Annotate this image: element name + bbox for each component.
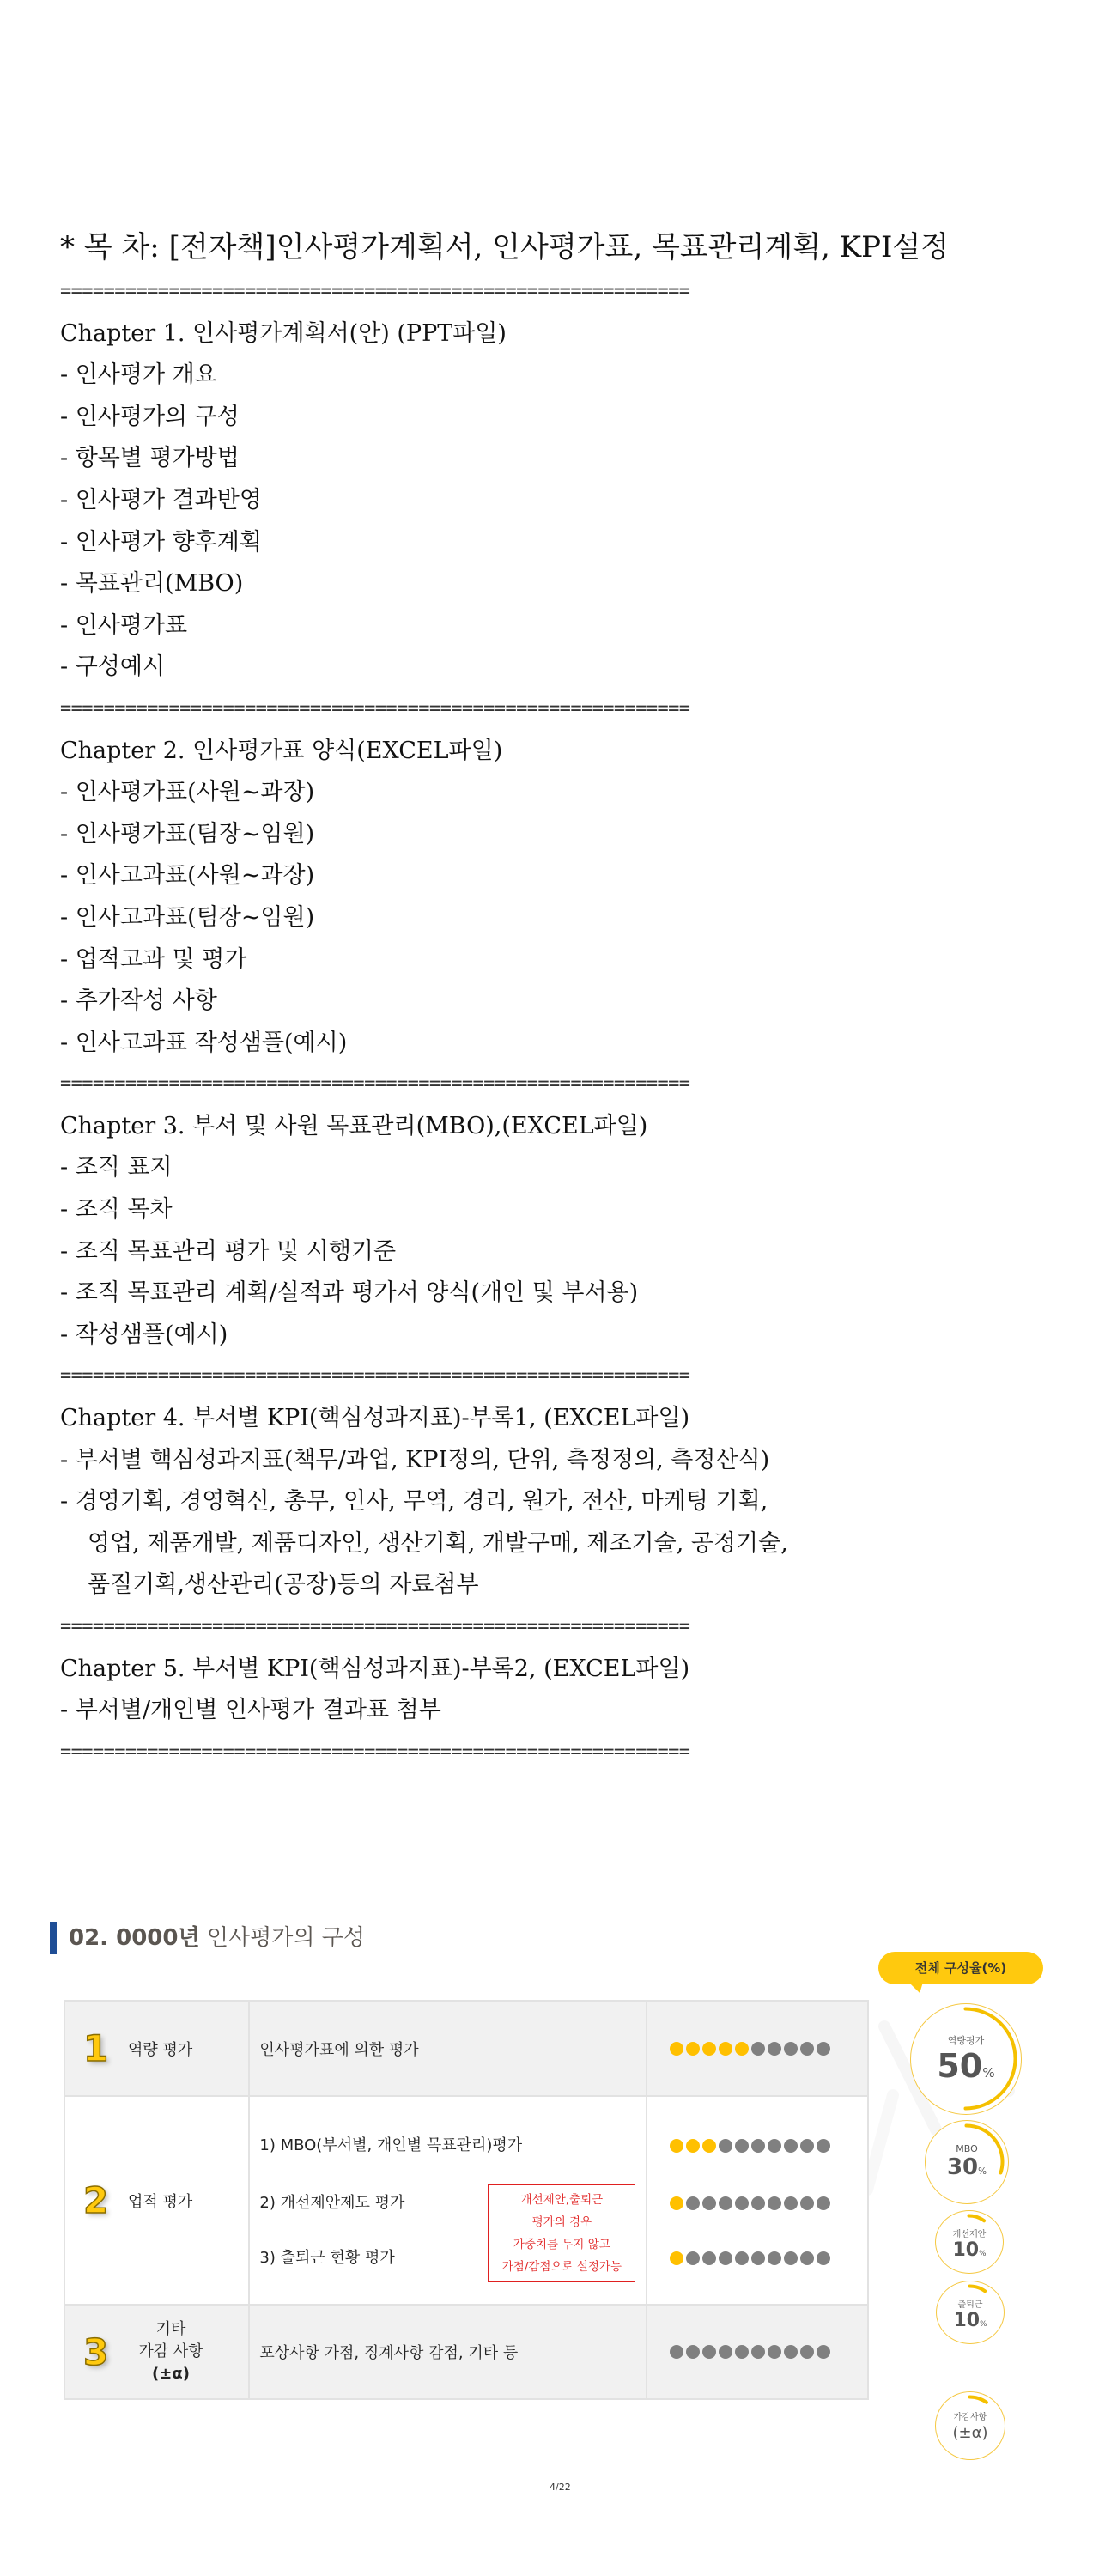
category-label: [128, 2318, 214, 2385]
category-label: 역량 평가: [128, 2040, 193, 2059]
category-line: 기타: [155, 2320, 186, 2338]
ring-label: 가감사항: [953, 2413, 987, 2422]
chapter-5: [60, 1649, 1073, 1732]
list-item: - 추가작성 사항: [60, 987, 217, 1015]
dot-empty: [702, 2345, 716, 2359]
dot-empty: [702, 2251, 716, 2265]
number-badge-3: 3: [83, 2330, 109, 2373]
list-item: - 인사평가표(사원~과장): [60, 779, 315, 806]
dot-empty: [784, 2196, 798, 2210]
chapter-2: [60, 731, 1073, 1065]
chapter-heading: Chapter 2. 인사평가표 양식(EXCEL파일): [60, 737, 503, 764]
dot-filled: [719, 2042, 732, 2056]
list-item: - 인사평가 개요: [60, 361, 217, 389]
dot-empty: [686, 2196, 700, 2210]
dot-empty: [670, 2345, 683, 2359]
weight-dots-cell: [647, 2001, 868, 2096]
ring-label: 역량평가: [947, 2035, 985, 2046]
dot-empty: [817, 2251, 830, 2265]
dot-empty: [817, 2042, 830, 2056]
weight-dots: [648, 2139, 830, 2153]
table-row: [64, 2001, 868, 2096]
list-item: - 조직 표지: [60, 1154, 173, 1182]
dot-empty: [751, 2139, 765, 2153]
list-item: - 경영기획, 경영혁신, 총무, 인사, 무역, 경리, 원가, 전산, 마케팅 기획,: [60, 1488, 768, 1516]
list-item: - 인사평가의 구성: [60, 403, 240, 430]
weight-dots: [648, 2042, 866, 2056]
chapter-heading: Chapter 3. 부서 및 사원 목표관리(MBO),(EXCEL파일): [60, 1112, 648, 1139]
list-item-continuation: 영업, 제품개발, 제품디자인, 생산기획, 개발구매, 제조기술, 공정기술,: [88, 1529, 788, 1557]
list-item-continuation: 품질기획,생산관리(공장)등의 자료첨부: [88, 1571, 479, 1599]
description-cell: [249, 2001, 647, 2096]
dot-empty: [817, 2196, 830, 2210]
ring-label: 출퇴근: [957, 2300, 983, 2310]
separator: ==========================================================: [60, 281, 690, 302]
dot-empty: [686, 2345, 700, 2359]
dot-empty: [719, 2196, 732, 2210]
weight-dots-cell: [647, 2096, 868, 2305]
dot-empty: [735, 2251, 749, 2265]
separator: ==========================================================: [60, 1616, 690, 1637]
chapter-1: [60, 313, 1073, 689]
list-item: - 항목별 평가방법: [60, 445, 240, 472]
dot-empty: [800, 2196, 814, 2210]
ring-mbo: [925, 2120, 1009, 2204]
dot-empty: [817, 2139, 830, 2153]
list-item: - 인사평가 결과반영: [60, 486, 262, 513]
dot-empty: [735, 2139, 749, 2153]
category-cell: [64, 2001, 249, 2096]
ring-value: 10%: [952, 2239, 987, 2261]
dot-empty: [800, 2251, 814, 2265]
ring-attendance: [936, 2281, 1005, 2344]
ring-value: 30%: [946, 2154, 987, 2180]
category-line: (±α): [152, 2365, 190, 2383]
dot-empty: [768, 2042, 781, 2056]
list-item: - 업적고과 및 평가: [60, 945, 247, 973]
description: 인사평가표에 의한 평가: [259, 2040, 419, 2059]
table-row: [64, 2096, 868, 2305]
dot-empty: [768, 2345, 781, 2359]
dot-empty: [768, 2251, 781, 2265]
composition-rate-bubble: 전체 구성율(%): [878, 1952, 1043, 1984]
chapter-4: [60, 1398, 1073, 1607]
description-item: 3) 출퇴근 현황 평가: [259, 2248, 395, 2267]
dot-empty: [784, 2139, 798, 2153]
note-line: 개선제안,출퇴근: [520, 2192, 604, 2207]
number-badge-1: 1: [83, 2027, 109, 2069]
ring-label: MBO: [956, 2143, 978, 2154]
dot-empty: [817, 2345, 830, 2359]
weight-dots: [648, 2251, 830, 2265]
list-item: - 목표관리(MBO): [60, 570, 244, 598]
category-line: 가감 사항: [138, 2342, 203, 2360]
list-item: - 인사평가표(팀장~임원): [60, 820, 315, 848]
description-cell: [249, 2305, 647, 2399]
dot-empty: [751, 2345, 765, 2359]
dot-filled: [702, 2042, 716, 2056]
dot-filled: [702, 2139, 716, 2153]
dot-empty: [751, 2196, 765, 2210]
ring-label: 개선제안: [952, 2230, 987, 2239]
dot-empty: [735, 2196, 749, 2210]
category-label: 업적 평가: [128, 2192, 193, 2211]
ring-competency: [910, 2003, 1022, 2115]
chapter-heading: Chapter 4. 부서별 KPI(핵심성과지표)-부록1, (EXCEL파일): [60, 1405, 690, 1432]
dot-filled: [670, 2139, 683, 2153]
list-item: - 조직 목차: [60, 1196, 173, 1224]
section-number: 02. 0000년: [69, 1925, 200, 1951]
page-number: 4/22: [550, 2482, 571, 2493]
list-item: - 인사고과표(사원~과장): [60, 862, 315, 890]
dot-filled: [670, 2042, 683, 2056]
list-item: - 인사평가표: [60, 611, 188, 639]
weight-note-box: [488, 2184, 635, 2282]
toc-title: * 목 차: [전자책]인사평가계획서, 인사평가표, 목표관리계획, KPI설정: [60, 230, 950, 264]
description-cell: [249, 2096, 647, 2305]
section-title: [50, 1922, 365, 1954]
section-title-text: 인사평가의 구성: [199, 1925, 365, 1951]
dot-filled: [686, 2139, 700, 2153]
dot-empty: [768, 2139, 781, 2153]
list-item: - 구성예시: [60, 653, 166, 681]
evaluation-composition-table: [64, 2000, 869, 2400]
separator: ==========================================================: [60, 1073, 690, 1096]
list-item: - 조직 목표관리 계획/실적과 평가서 양식(개인 및 부서용): [60, 1279, 639, 1307]
table-of-contents: [60, 225, 1073, 1773]
chapter-heading: Chapter 5. 부서별 KPI(핵심성과지표)-부록2, (EXCEL파일): [60, 1655, 690, 1682]
category-cell: [64, 2096, 249, 2305]
note-line: 가점/감점으로 설정가능: [501, 2259, 622, 2274]
dot-filled: [670, 2251, 683, 2265]
table-row: [64, 2305, 868, 2399]
dot-empty: [784, 2251, 798, 2265]
separator: ==========================================================: [60, 697, 690, 720]
category-cell: [64, 2305, 249, 2399]
dot-empty: [768, 2196, 781, 2210]
description: 포상사항 가점, 징계사항 감점, 기타 등: [259, 2344, 519, 2362]
ring-value: 50%: [937, 2047, 995, 2085]
list-item: - 부서별 핵심성과지표(책무/과업, KPI정의, 단위, 측정정의, 측정산식): [60, 1446, 770, 1473]
dot-empty: [800, 2345, 814, 2359]
chapter-heading: Chapter 1. 인사평가계획서(안) (PPT파일): [60, 319, 507, 347]
dot-empty: [719, 2139, 732, 2153]
dot-filled: [686, 2042, 700, 2056]
dot-empty: [800, 2042, 814, 2056]
dot-empty: [735, 2345, 749, 2359]
chapter-3: [60, 1106, 1073, 1357]
dot-empty: [784, 2345, 798, 2359]
weight-dots-cell: [647, 2305, 868, 2399]
list-item: - 인사평가 향후계획: [60, 528, 262, 556]
list-item: - 조직 목표관리 평가 및 시행기준: [60, 1237, 397, 1265]
ring-suggestion: [935, 2210, 1004, 2274]
note-line: 가중치를 두지 않고: [513, 2237, 610, 2251]
dot-empty: [702, 2196, 716, 2210]
dot-empty: [719, 2251, 732, 2265]
ring-adjustment: [935, 2391, 1005, 2460]
note-line: 평가의 경우: [531, 2215, 592, 2229]
dot-empty: [800, 2139, 814, 2153]
dot-empty: [751, 2251, 765, 2265]
description-item: 1) MBO(부서별, 개인별 목표관리)평가: [259, 2136, 523, 2154]
separator: ==========================================================: [60, 1741, 690, 1763]
list-item: - 인사고과표 작성샘플(예시): [60, 1029, 348, 1056]
separator: ==========================================================: [60, 1365, 690, 1388]
number-badge-2: 2: [83, 2179, 109, 2221]
list-item: - 부서별/개인별 인사평가 결과표 첨부: [60, 1697, 441, 1724]
list-item: - 작성샘플(예시): [60, 1321, 228, 1348]
dot-empty: [784, 2042, 798, 2056]
description-item: 2) 개선제안제도 평가: [259, 2193, 405, 2212]
dot-empty: [686, 2251, 700, 2265]
dot-empty: [751, 2042, 765, 2056]
dot-empty: [719, 2345, 732, 2359]
dot-filled: [735, 2042, 749, 2056]
weight-dots: [648, 2345, 866, 2359]
dot-filled: [670, 2196, 683, 2210]
ring-value: (±α): [952, 2424, 988, 2442]
list-item: - 인사고과표(팀장~임원): [60, 903, 315, 931]
weight-dots: [648, 2196, 830, 2210]
ring-value: 10%: [953, 2310, 987, 2331]
